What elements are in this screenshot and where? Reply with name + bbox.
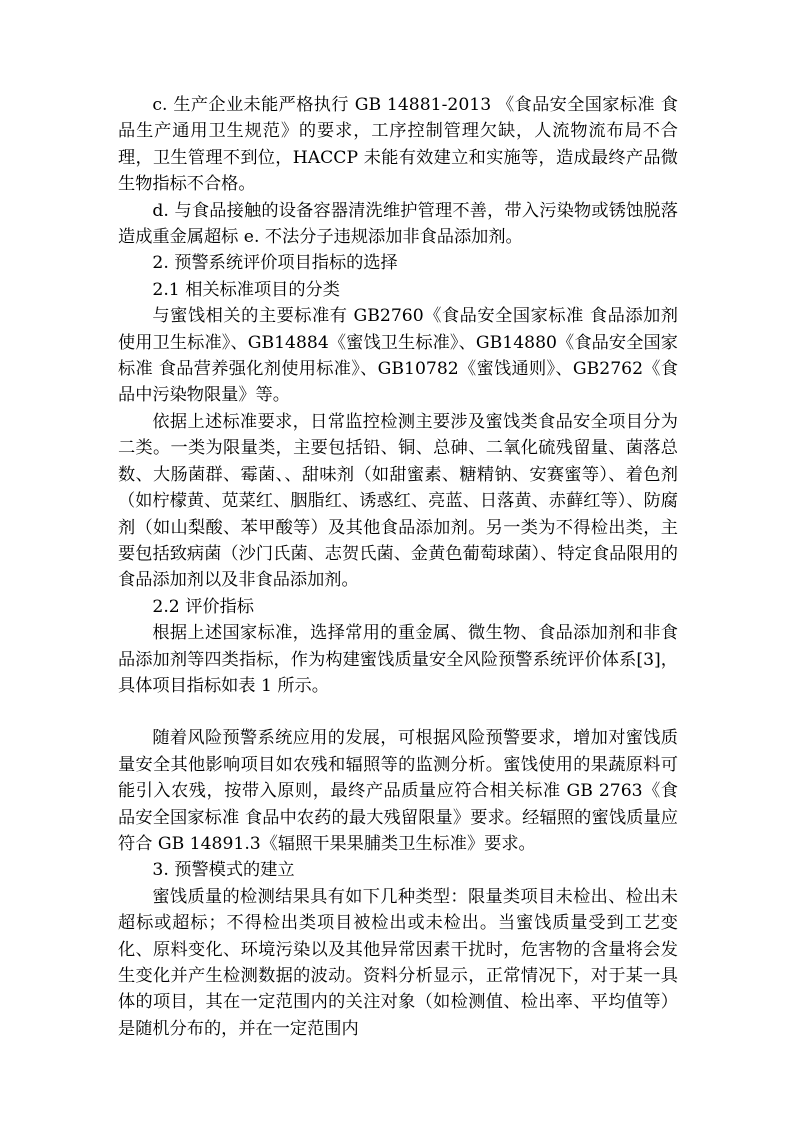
document-page [118, 92, 678, 1042]
paragraph-cause-c: c. 生产企业未能严格执行 GB 14881-2013 《食品安全国家标准 食品生产通用卫生规范》的要求，工序控制管理欠缺，人流物流布局不合理，卫生管理不到位，HACCP 未能有效建立和实施等，造成最终产品微生物指标不合格。 [118, 95, 678, 195]
subsection-heading-2-2: 2.2 评价指标 [152, 596, 254, 617]
section-heading-3: 3. 预警模式的建立 [152, 860, 295, 881]
paragraph-warning-model: 蜜饯质量的检测结果具有如下几种类型：限量类项目未检出、检出未超标或超标；不得检出类项目被检出或未检出。当蜜饯质量受到工艺变化、原料变化、环境污染以及其他异常因素干扰时，危害物的含量将会发生变化并产生检测数据的波动。资料分析显示，正常情况下，对于某一具体的项目，其在一定范围内的关注对象（如检测值、检出率、平均值等）是随机分布的，并在一定范围内 [118, 886, 678, 1039]
subsection-heading-2-1: 2.1 相关标准项目的分类 [152, 279, 340, 300]
paragraph-item-classification: 依据上述标准要求，日常监控检测主要涉及蜜饯类食品安全项目分为二类。一类为限量类，主要包括铅、铜、总砷、二氧化硫残留量、菌落总数、大肠菌群、霉菌、、甜味剂（如甜蜜素、糖精钠、安赛蜜等）、着色剂（如柠檬黄、苋菜红、胭脂红、诱惑红、亮蓝、日落黄、赤藓红等）、防腐剂（如山梨酸、苯甲酸等）及其他食品添加剂。另一类为不得检出类，主要包括致病菌（沙门氏菌、志贺氏菌、金黄色葡萄球菌）、特定食品限用的食品添加剂以及非食品添加剂。 [118, 411, 678, 591]
paragraph-standards-list: 与蜜饯相关的主要标准有 GB2760《食品安全国家标准 食品添加剂使用卫生标准》、GB14884《蜜饯卫生标准》、GB14880《食品安全国家标准 食品营养强化剂使用标准》、GB10782《蜜饯通则》、GB2762《食品中污染物限量》等。 [118, 306, 678, 406]
paragraph-cause-d: d. 与食品接触的设备容器清洗维护管理不善，带入污染物或锈蚀脱落造成重金属超标 e. 不法分子违规添加非食品添加剂。 [118, 200, 678, 248]
paragraph-pesticide-irradiation: 随着风险预警系统应用的发展，可根据风险预警要求，增加对蜜饯质量安全其他影响项目如农残和辐照等的监测分析。蜜饯使用的果蔬原料可能引入农残，按带入原则，最终产品质量应符合相关标准 GB 2763《食品安全国家标准 食品中农药的最大残留限量》要求。经辐照的蜜饯质量应符合 GB 14891.3《辐照干果果脯类卫生标准》要求。 [118, 728, 678, 854]
section-heading-2: 2. 预警系统评价项目指标的选择 [152, 253, 398, 274]
paragraph-evaluation-indicators: 根据上述国家标准，选择常用的重金属、微生物、食品添加剂和非食品添加剂等四类指标，作为构建蜜饯质量安全风险预警系统评价体系[3]，具体项目指标如表 1 所示。 [118, 623, 678, 696]
blank-line [118, 699, 678, 725]
